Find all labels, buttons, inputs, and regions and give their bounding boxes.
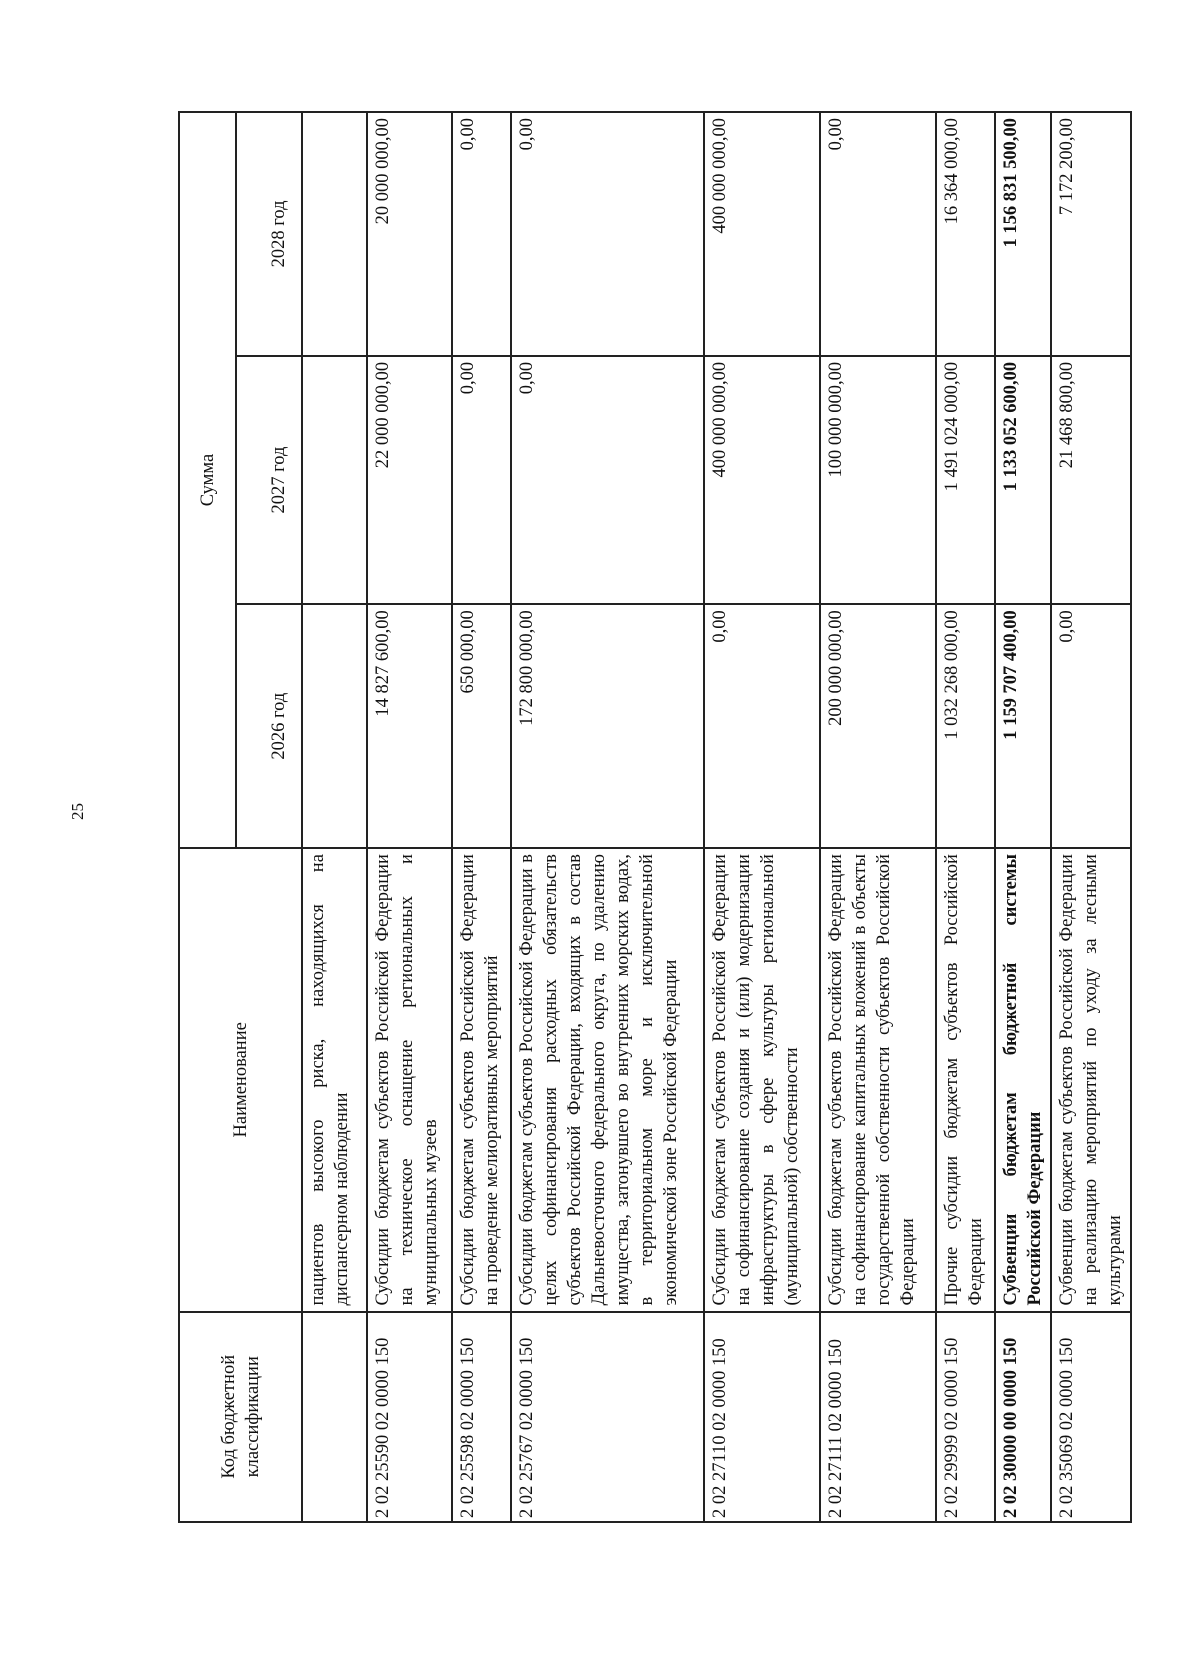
header-row-1 [179,112,236,1522]
amount-2026-cell: 200 000 000,00 [820,604,936,848]
table-row [511,112,704,1522]
amount-2027-cell: 1 133 052 600,00 [995,356,1051,604]
name-cell: Субсидии бюджетам субъектов Российской Федерации на проведение мелиоративных мероприятий [452,848,511,1311]
header-sum: Сумма [179,112,236,848]
table-row [936,112,995,1522]
amount-2027-cell: 1 491 024 000,00 [936,356,995,604]
name-cell: Прочие субсидии бюджетам субъектов Российской Федерации [936,848,995,1311]
table-row [367,112,452,1522]
header-name: Наименование [179,848,302,1311]
code-cell: 2 02 27110 02 0000 150 [704,1312,820,1522]
amount-2027-cell: 0,00 [452,356,511,604]
name-cell: Субвенции бюджетам бюджетной системы Российской Федерации [995,848,1051,1311]
amount-2028-cell: 1 156 831 500,00 [995,112,1051,356]
code-cell [302,1312,367,1522]
amount-2028-cell: 400 000 000,00 [704,112,820,356]
header-year-2028: 2028 год [236,112,302,356]
amount-2026-cell: 172 800 000,00 [511,604,704,848]
code-cell: 2 02 25590 02 0000 150 [367,1312,452,1522]
name-cell: пациентов высокого риска, находящихся на диспансерном наблюдении [302,848,367,1311]
table-row [302,112,367,1522]
header-year-2027: 2027 год [236,356,302,604]
budget-table [178,111,1132,1523]
amount-2027-cell: 100 000 000,00 [820,356,936,604]
code-cell: 2 02 25598 02 0000 150 [452,1312,511,1522]
amount-2027-cell: 22 000 000,00 [367,356,452,604]
amount-2028-cell: 0,00 [511,112,704,356]
budget-table-container [178,111,1125,1523]
amount-2026-cell: 0,00 [1051,604,1131,848]
name-cell: Субвенции бюджетам субъектов Российской Федерации на реализацию мероприятий по уходу за лесными культурами [1051,848,1131,1311]
amount-2026-cell: 14 827 600,00 [367,604,452,848]
table-row [1051,112,1131,1522]
table-body [302,112,1131,1522]
amount-2028-cell: 7 172 200,00 [1051,112,1131,356]
name-cell: Субсидии бюджетам субъектов Российской Федерации на техническое оснащение региональных и муниципальных музеев [367,848,452,1311]
table-row [704,112,820,1522]
code-cell: 2 02 25767 02 0000 150 [511,1312,704,1522]
amount-2028-cell: 0,00 [452,112,511,356]
amount-2028-cell [302,112,367,356]
table-row [820,112,936,1522]
amount-2027-cell [302,356,367,604]
amount-2027-cell: 0,00 [511,356,704,604]
amount-2026-cell: 1 032 268 000,00 [936,604,995,848]
code-cell: 2 02 30000 00 0000 150 [995,1312,1051,1522]
table-row [452,112,511,1522]
amount-2026-cell [302,604,367,848]
amount-2028-cell: 16 364 000,00 [936,112,995,356]
amount-2027-cell: 400 000 000,00 [704,356,820,604]
header-year-2026: 2026 год [236,604,302,848]
name-cell: Субсидии бюджетам субъектов Российской Федерации на софинансирование капитальных вложений в объекты государственной собственности субъектов Российской Федерации [820,848,936,1311]
amount-2026-cell: 650 000,00 [452,604,511,848]
code-cell: 2 02 35069 02 0000 150 [1051,1312,1131,1522]
code-cell: 2 02 27111 02 0000 150 [820,1312,936,1522]
table-row [995,112,1051,1522]
name-cell: Субсидии бюджетам субъектов Российской Федерации в целях софинансирования расходных обязательств субъектов Российской Федерации, входящих в состав Дальневосточного федерального округа, по удалению имущества, затонувшего во внутренних морских водах, в территориальном море и исключительной экономической зоне Российской Федерации [511,848,704,1311]
code-cell: 2 02 29999 02 0000 150 [936,1312,995,1522]
amount-2026-cell: 1 159 707 400,00 [995,604,1051,848]
amount-2027-cell: 21 468 800,00 [1051,356,1131,604]
header-code: Код бюджетной классификации [179,1312,302,1522]
amount-2028-cell: 20 000 000,00 [367,112,452,356]
name-cell: Субсидии бюджетам субъектов Российской Федерации на софинансирование создания и (или) модернизации инфраструктуры в сфере культуры региональной (муниципальной) собственности [704,848,820,1311]
page-number: 25 [68,803,87,820]
amount-2026-cell: 0,00 [704,604,820,848]
amount-2028-cell: 0,00 [820,112,936,356]
